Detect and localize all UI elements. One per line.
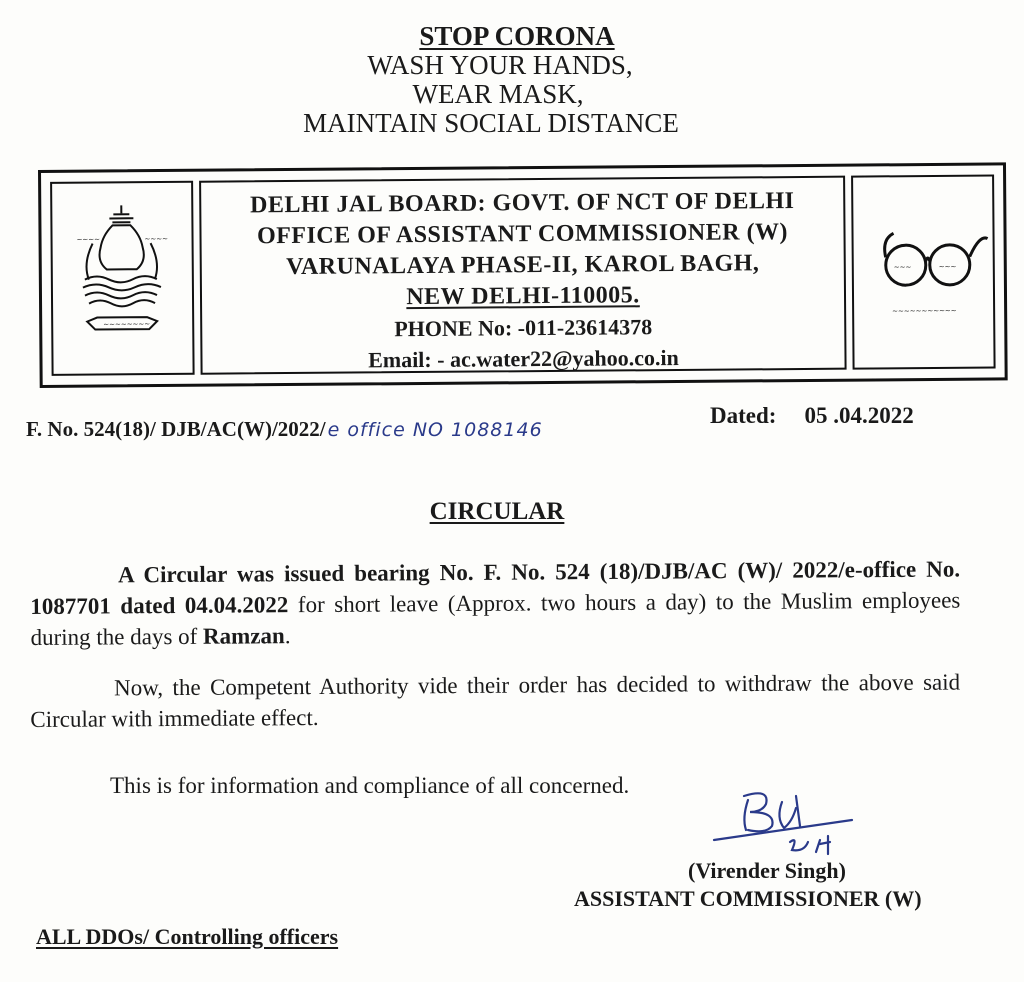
dated-value: 05 .04.2022	[804, 403, 914, 428]
paragraph-2-text: Now, the Competent Authority vide their order has decided to withdraw the above said Circular with immediate effect.	[30, 669, 961, 732]
svg-text:~~~: ~~~	[893, 263, 912, 272]
signatory-title: ASSISTANT COMMISSIONER (W)	[574, 886, 922, 911]
date-line	[710, 403, 914, 429]
addressee: ALL DDOs/ Controlling officers	[36, 924, 339, 949]
office-name: OFFICE OF ASSISTANT COMMISSIONER (W)	[256, 219, 789, 250]
dated-label: Dated:	[710, 403, 777, 428]
svg-text:~~~~~~~~: ~~~~~~~~	[103, 320, 151, 329]
swachh-bharat-logo-cell	[851, 174, 996, 369]
paragraph-1-text: for short leave (Approx. two hours a day) to the Muslim employees during the days of	[30, 587, 961, 650]
email-address: Email: - ac.water22@yahoo.co.in	[368, 344, 679, 373]
svg-text:~~~: ~~~	[938, 262, 957, 271]
handwritten-signature	[712, 782, 862, 862]
glasses-logo-icon	[853, 177, 994, 374]
svg-text:~~~~~~~~~~~: ~~~~~~~~~~~	[892, 306, 957, 316]
signatory-name: (Virender Singh)	[688, 858, 846, 883]
slogan-line-1: WASH YOUR HANDS,	[367, 50, 633, 80]
paragraph-1-end: .	[284, 623, 291, 649]
paragraph-2	[30, 667, 960, 735]
slogan-line-2: WEAR MASK,	[412, 79, 584, 109]
paragraph-1-bold: A Circular was issued bearing No. F. No. 524 (18)/DJB/AC (W)/ 2022/e-office No. 1087701 dated 04.04.2022	[30, 556, 961, 619]
address-line-1: VARUNALAYA PHASE-II, KAROL BAGH,	[286, 250, 760, 281]
svg-text:~~~~: ~~~~	[76, 235, 101, 244]
djb-logo-icon	[52, 183, 193, 380]
org-name: DELHI JAL BOARD: GOVT. OF NCT OF DELHI	[249, 188, 795, 219]
circular-title-text: CIRCULAR	[429, 498, 565, 525]
svg-text:~~~~: ~~~~	[144, 234, 169, 244]
circular-title	[0, 498, 1024, 526]
paragraph-1-ramzan: Ramzan	[202, 623, 285, 649]
paragraph-1	[30, 554, 961, 653]
address-line-2: NEW DELHI-110005.	[406, 282, 640, 311]
file-number: F. No. 524(18)/ DJB/AC(W)/2022/	[26, 417, 326, 441]
letterhead-box	[38, 162, 1008, 388]
slogan-block	[0, 22, 1024, 138]
office-address-cell	[199, 176, 847, 375]
djb-logo-cell	[50, 181, 195, 376]
paragraph-3: This is for information and compliance of all concerned.	[110, 773, 630, 798]
slogan-title: STOP CORONA	[419, 21, 615, 51]
file-number-line	[26, 417, 543, 442]
handwritten-eoffice-number: e office NO 1088146	[327, 419, 543, 441]
phone-number: PHONE No: -011-23614378	[394, 314, 653, 342]
slogan-line-3: MAINTAIN SOCIAL DISTANCE	[303, 108, 679, 138]
